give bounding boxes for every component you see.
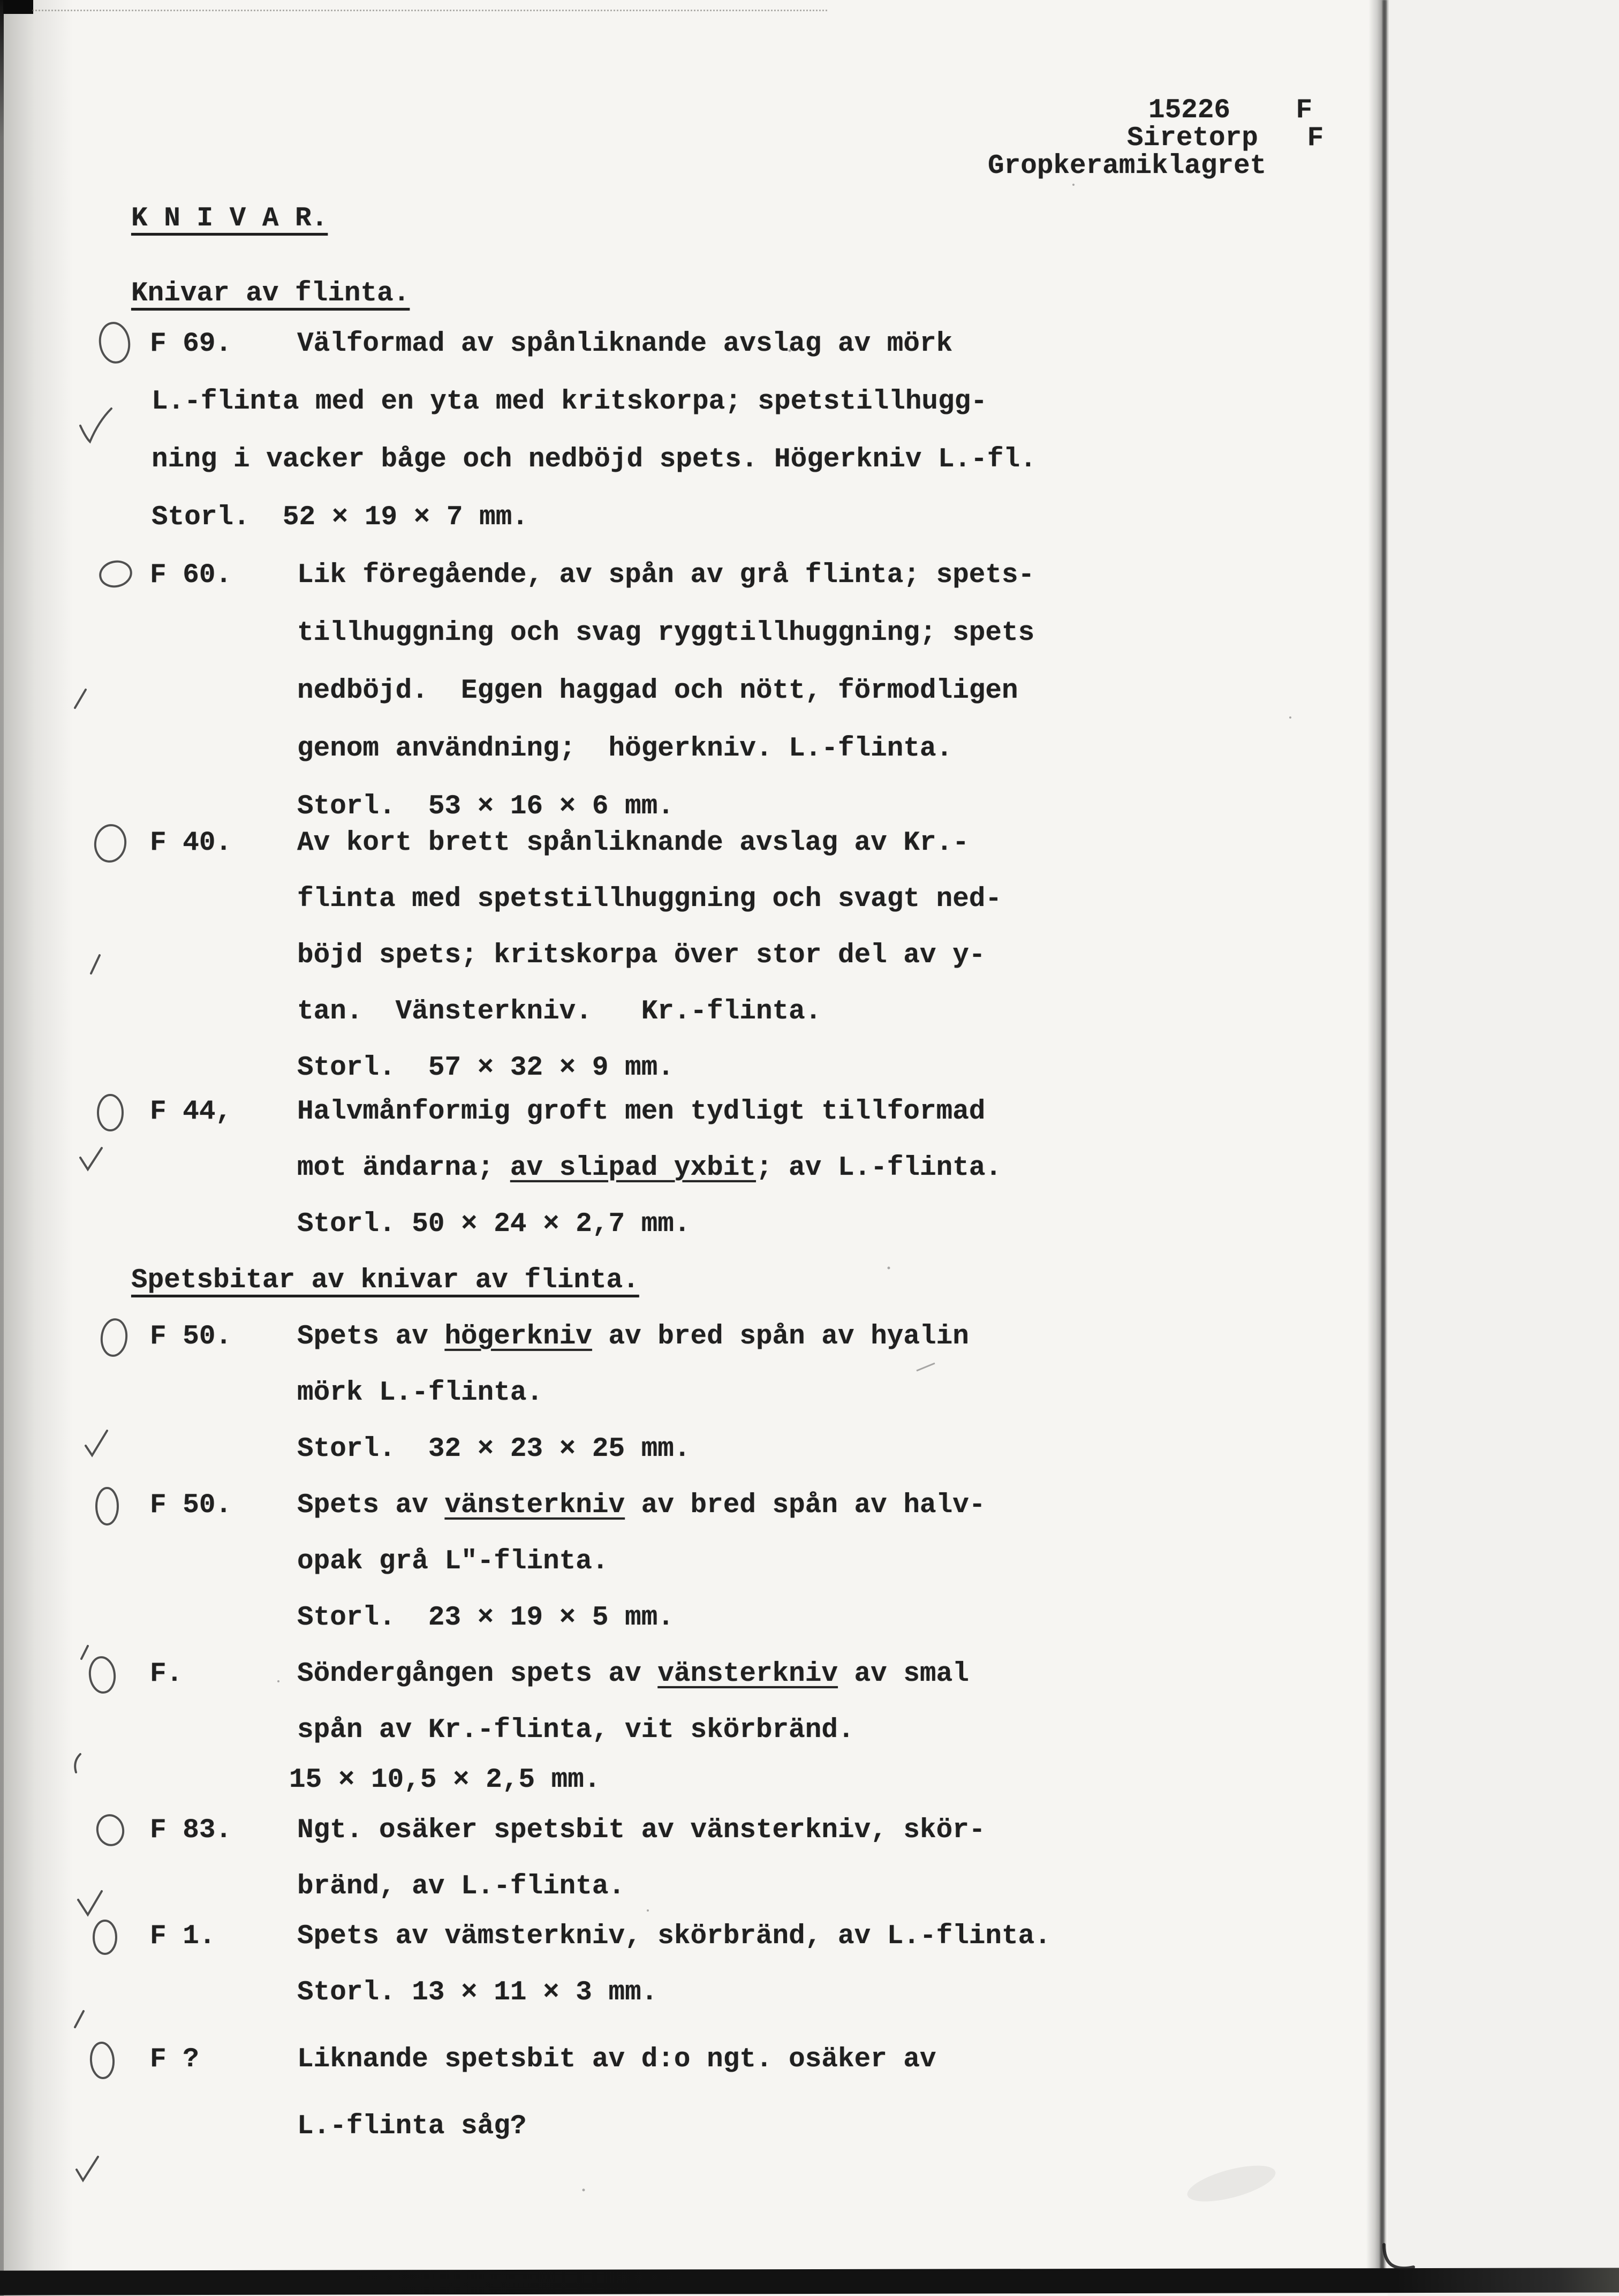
margin-circle-mark-fq: [90, 2042, 115, 2079]
entry-size-line: Storl. 23 × 19 × 5 mm.: [297, 1603, 674, 1633]
margin-circle-mark-f: [88, 1656, 117, 1694]
entry-label-f60: F 60.: [150, 560, 232, 591]
bottom-scan-band: [0, 2268, 1619, 2295]
entry-label-f1: F 1.: [150, 1921, 216, 1952]
entry-line: Söndergången spets av vänsterkniv av smal: [297, 1659, 969, 1689]
entry-line: Spets av vänsterkniv av bred spån av halv-: [297, 1490, 986, 1521]
entry-label-f69: F 69.: [150, 329, 232, 359]
top-dotted-scan-line: [32, 10, 827, 11]
entry-label-f: F.: [150, 1659, 183, 1689]
entry-line: böjd spets; kritskorpa över stor del av y-: [297, 940, 986, 971]
entry-line: tan. Vänsterkniv. Kr.-flinta.: [297, 996, 822, 1027]
entry-label-f83: F 83.: [150, 1815, 232, 1846]
page-title: K N I V A R.: [131, 203, 328, 234]
section-heading-spetsbitar: Spetsbitar av knivar av flinta.: [131, 1265, 639, 1296]
margin-circle-mark-f69: [97, 321, 132, 365]
top-left-scan-mark: [3, 0, 33, 14]
header-site-name: Siretorp F: [1127, 123, 1324, 154]
scanner-backing: [1388, 0, 1619, 2296]
section-heading-knivar-av-flinta: Knivar av flinta.: [131, 278, 410, 309]
header-accession-number: 15226 F: [1148, 95, 1313, 126]
entry-line: L.-flinta med en yta med kritskorpa; spetstillhugg-: [152, 387, 987, 417]
entry-line: ning i vacker båge och nedböjd spets. Högerkniv L.-fl.: [152, 444, 1037, 475]
margin-check-mark-3: [91, 955, 100, 973]
margin-circle-mark-f83: [95, 1813, 126, 1847]
scan-smudge: [1184, 2158, 1279, 2209]
stray-pencil-stroke: [917, 1363, 935, 1371]
entry-label-f50b: F 50.: [150, 1490, 232, 1521]
entry-line: spån av Kr.-flinta, vit skörbränd.: [297, 1715, 854, 1746]
entry-line: opak grå L"-flinta.: [297, 1546, 609, 1577]
margin-circle-mark-f50a: [100, 1318, 128, 1357]
entry-size-line: Storl. 53 × 16 × 6 mm.: [297, 791, 674, 822]
entry-label-f50a: F 50.: [150, 1321, 232, 1352]
page-left-curl-shadow: [0, 0, 83, 2296]
entry-line: nedböjd. Eggen haggad och nött, förmodligen: [297, 676, 1018, 706]
margin-check-mark-4: [80, 1148, 102, 1169]
entry-line: flinta med spetstillhuggning och svagt ned-: [297, 884, 1002, 915]
margin-circle-mark-f44: [98, 1095, 123, 1130]
page-left-edge-line: [0, 0, 4, 2296]
entry-line: Spets av högerkniv av bred spån av hyalin: [297, 1321, 969, 1352]
entry-line: Liknande spetsbit av d:o ngt. osäker av: [297, 2044, 936, 2075]
entry-label-f40: F 40.: [150, 828, 232, 858]
entry-size-line: Storl. 13 × 11 × 3 mm.: [297, 1977, 658, 2008]
entry-line: mörk L.-flinta.: [297, 1378, 543, 1408]
entry-label-f44: F 44,: [150, 1097, 232, 1127]
entry-line: bränd, av L.-flinta.: [297, 1871, 625, 1902]
margin-circle-mark-f1: [94, 1921, 116, 1954]
margin-check-mark-1: [80, 409, 111, 442]
entry-line: Ngt. osäker spetsbit av vänsterkniv, skör-: [297, 1815, 986, 1846]
entry-line: tillhuggning och svag ryggtillhuggning; spets: [297, 618, 1035, 648]
entry-size-line: Storl. 32 × 23 × 25 mm.: [297, 1434, 691, 1464]
entry-line: Av kort brett spånliknande avslag av Kr.-: [297, 828, 969, 858]
header-layer-name: Gropkeramiklagret: [988, 151, 1267, 182]
entry-line: Spets av vämsterkniv, skörbränd, av L.-flinta.: [297, 1921, 1051, 1952]
entry-line: L.-flinta såg?: [297, 2111, 527, 2142]
margin-circle-mark-f60: [98, 558, 133, 589]
entry-size-line: Storl. 57 × 32 × 9 mm.: [297, 1053, 674, 1083]
margin-circle-mark-f40: [93, 823, 128, 863]
entry-line: mot ändarna; av slipad yxbit; av L.-flinta.: [297, 1153, 1002, 1183]
entry-line: genom användning; högerkniv. L.-flinta.: [297, 734, 953, 764]
margin-check-mark-5: [86, 1431, 107, 1455]
margin-circle-mark-f50b: [96, 1488, 118, 1524]
entry-line: Välformad av spånliknande avslag av mörk: [297, 329, 953, 359]
entry-size-line: 15 × 10,5 × 2,5 mm.: [289, 1765, 601, 1795]
entry-size-line: Storl. 50 × 24 × 2,7 mm.: [297, 1209, 691, 1240]
entry-line: Halvmånformig groft men tydligt tillformad: [297, 1097, 986, 1127]
entry-line: Lik föregående, av spån av grå flinta; spets-: [297, 560, 1035, 591]
entry-size-line: Storl. 52 × 19 × 7 mm.: [152, 502, 528, 533]
entry-label-fq: F ?: [150, 2044, 199, 2075]
